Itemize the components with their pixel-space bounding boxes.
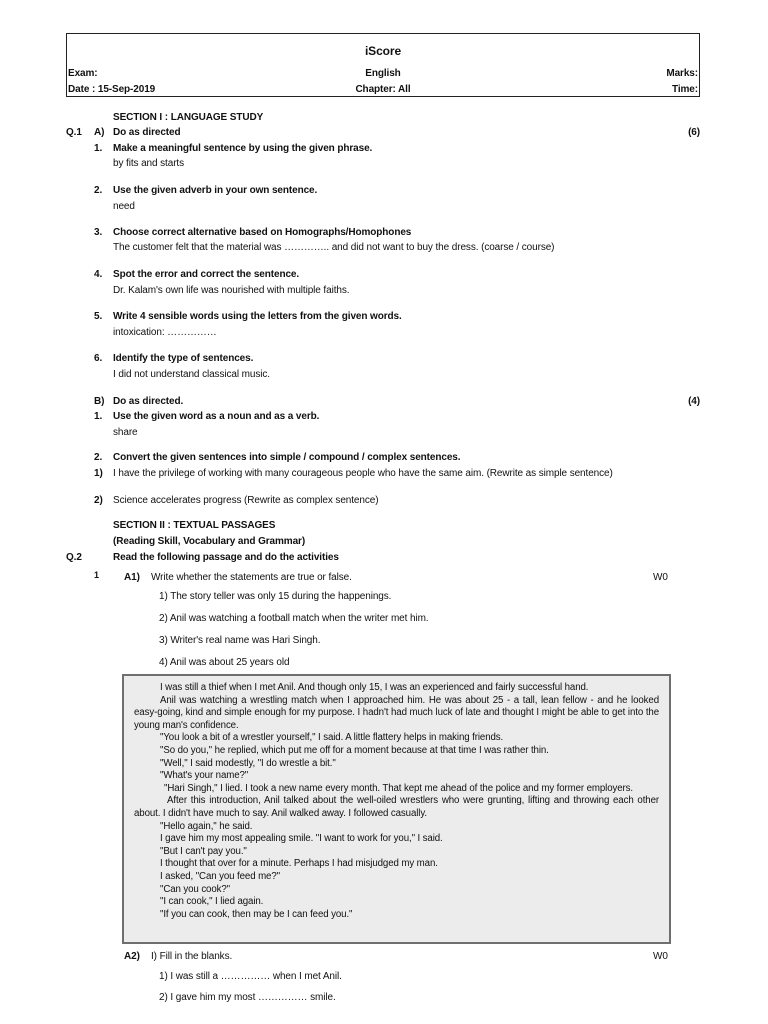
passage-paragraph: I asked, "Can you feed me?" [160,870,280,882]
item-content: by fits and starts [113,158,185,169]
a1-statement: 3) Writer's real name was Hari Singh. [159,635,321,646]
q1-a-marks: (6) [688,127,700,138]
section2-subtitle: (Reading Skill, Vocabulary and Grammar) [113,536,306,547]
item-number: 6. [94,353,103,364]
a2-blank-item: 1) I was still a …………… when I met Anil. [159,971,342,982]
item-content: The customer felt that the material was ………….. and did not want to buy the dress. (coarse / course) [113,242,555,253]
item-instruction: Use the given word as a noun and as a verb. [113,411,320,422]
q1-b-marks: (4) [688,396,700,407]
item-instruction: Spot the error and correct the sentence. [113,269,300,280]
passage-paragraph: "Hari Singh," I lied. I took a new name every month. That kept me ahead of the police and my former employers. [164,782,634,794]
a2-blank-item: 2) I gave him my most …………… smile. [159,992,336,1003]
item-number: 1. [94,143,103,154]
passage-paragraph: Anil was watching a wrestling match when I approached him. He was about 25 - a tall, lean fellow - and he looked easy-going, kind and simple enough for my purpose. I hadn't had much luck of late and thought I might be able to get into the young man's confidence. [134,694,659,731]
header-exam-label: Exam: [68,68,98,79]
q2-label: Q.2 [66,552,82,563]
passage-paragraph: I was still a thief when I met Anil. And though only 15, I was an experienced and fairly successful hand. [160,682,589,693]
passage-paragraph: After this introduction, Anil talked about the well-oiled wrestlers who were grunting, lifting and throwing each other about. I didn't have much to say. Anil walked away. I followed casually. [134,795,659,819]
passage-paragraph: "Can you cook?" [160,883,231,895]
passage-box [122,674,671,944]
a2-marks: W0 [653,951,668,962]
item-number: 2. [94,185,103,196]
a2-instruction: I) Fill in the blanks. [151,951,233,962]
q2-instruction: Read the following passage and do the activities [113,552,339,563]
item-instruction: Make a meaningful sentence by using the given phrase. [113,143,373,154]
section1-title: SECTION I : LANGUAGE STUDY [113,112,264,123]
q1-label: Q.1 [66,127,82,138]
passage-paragraph: "You look a bit of a wrestler yourself," I said. A little flattery helps in making friends. [160,732,504,744]
item-content: Dr. Kalam's own life was nourished with multiple faiths. [113,285,350,296]
a1-marks: W0 [653,572,668,583]
header-time-label: Time: [672,84,698,95]
item-instruction: Convert the given sentences into simple / compound / complex sentences. [113,452,461,463]
item-number: 5. [94,311,103,322]
header-chapter: Chapter: All [355,84,411,95]
item-instruction: Identify the type of sentences. [113,353,254,364]
sub-item-number: 1) [94,468,103,479]
item-number: 2. [94,452,103,463]
a1-statement: 2) Anil was watching a football match when the writer met him. [159,613,429,624]
header-subject: English [365,68,401,79]
item-instruction: Write 4 sensible words using the letters from the given words. [113,311,402,322]
passage-paragraph: I thought that over for a minute. Perhaps I had misjudged my man. [160,858,438,870]
a2-label: A2) [124,951,140,962]
header-date: Date : 15-Sep-2019 [68,84,156,95]
passage-paragraph: "Hello again," he said. [160,820,253,832]
item-instruction: Choose correct alternative based on Homographs/Homophones [113,227,412,238]
exam-header-box [66,33,700,97]
a1-instruction: Write whether the statements are true or false. [151,572,352,583]
passage-paragraph: "What's your name?" [160,770,249,782]
section2-title: SECTION II : TEXTUAL PASSAGES [113,520,276,531]
item-number: 3. [94,227,103,238]
passage-paragraph: I gave him my most appealing smile. "I want to work for you," I said. [160,833,443,845]
item-content: share [113,427,138,438]
passage-paragraph: "If you can cook, then may be I can feed you." [160,908,353,920]
item-content: intoxication: …………… [113,327,217,338]
a1-statement: 1) The story teller was only 15 during the happenings. [159,591,392,602]
sub-item-content: I have the privilege of working with many courageous people who have the same aim. (Rewrite as simple sentence) [113,468,613,479]
sub-item-number: 2) [94,495,103,506]
passage-paragraph: "I can cook," I lied again. [160,896,264,908]
item-content: I did not understand classical music. [113,369,270,380]
q1-a-label: A) [94,127,105,138]
item-number: 4. [94,269,103,280]
item-number: 1. [94,411,103,422]
item-instruction: Use the given adverb in your own sentence. [113,185,318,196]
a1-statement: 4) Anil was about 25 years old [159,657,290,668]
item-content: need [113,201,135,212]
a1-label: A1) [124,572,140,583]
header-marks-label: Marks: [666,68,698,79]
header-title: iScore [364,44,402,58]
q1-a-title: Do as directed [113,127,181,138]
passage-paragraph: "So do you," he replied, which put me off for a moment because at that time I was rather thin. [160,744,549,756]
q1-b-title: Do as directed. [113,396,184,407]
sub-item-content: Science accelerates progress (Rewrite as complex sentence) [113,495,379,506]
passage-number: 1 [94,570,99,580]
passage-paragraph: "But I can't pay you." [160,845,247,857]
passage-paragraph: "Well," I said modestly, "I do wrestle a bit." [160,757,336,769]
q1-b-label: B) [94,396,105,407]
